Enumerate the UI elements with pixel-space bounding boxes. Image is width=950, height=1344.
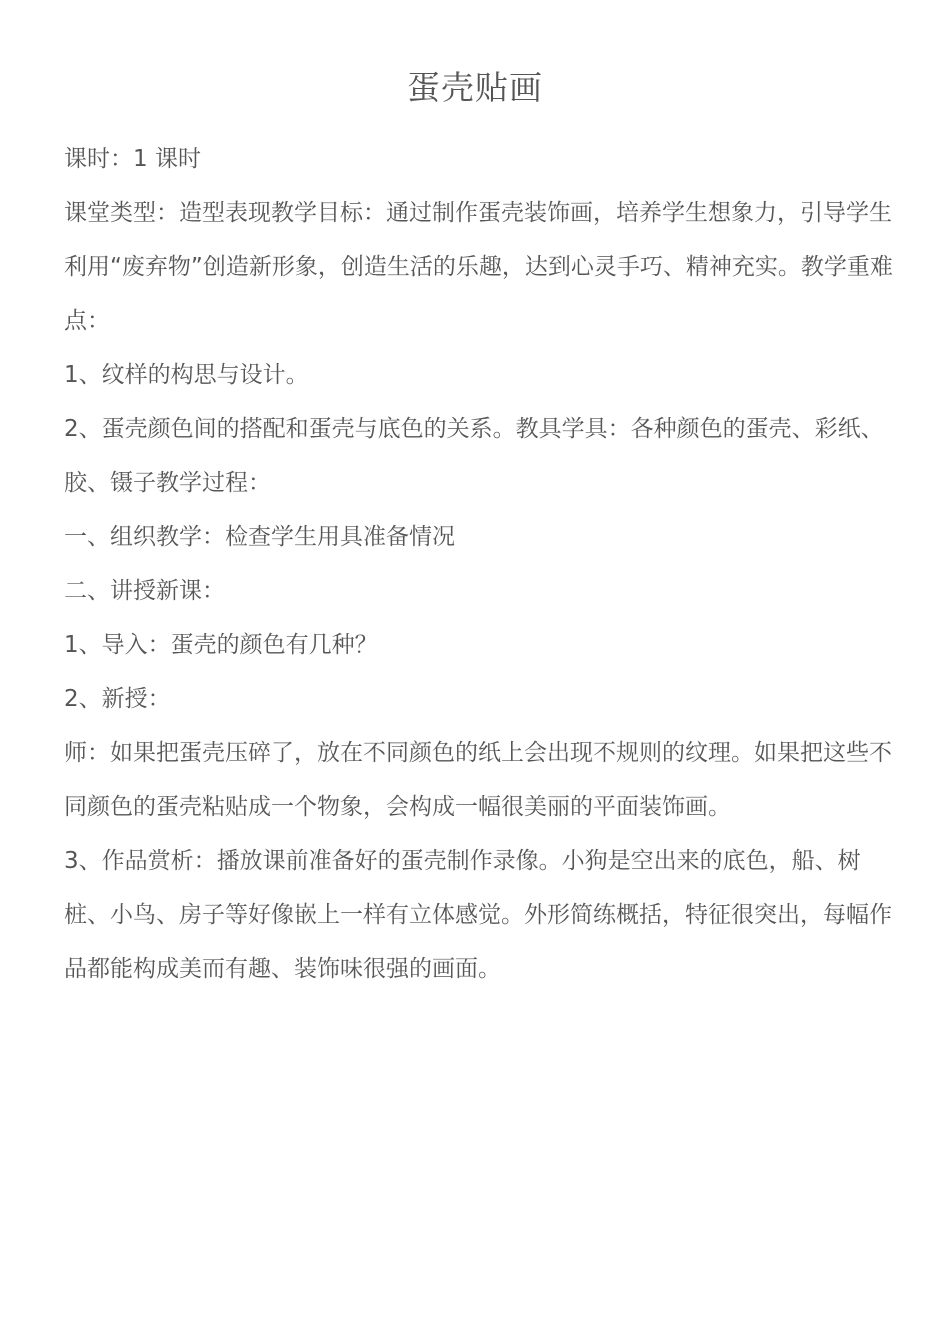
paragraph-teacher-remarks: 师：如果把蛋壳压碎了，放在不同颜色的纸上会出现不规则的纹理。如果把这些不同颜色的蛋壳粘贴成一个物象，会构成一幅很美丽的平面装饰画。 (64, 740, 892, 820)
document-body (64, 132, 894, 996)
paragraph-class-type-and-goals: 课堂类型：造型表现教学目标：通过制作蛋壳装饰画，培养学生想象力，引导学生利用“废弃物”创造新形象，创造生活的乐趣，达到心灵手巧、精神充实。教学重难点： (64, 200, 893, 334)
document-title: 蛋壳贴画 (407, 68, 543, 107)
paragraph-class-hours: 课时：1 课时 (64, 146, 201, 172)
paragraph-key-point-2: 2、蛋壳颜色间的搭配和蛋壳与底色的关系。教具学具：各种颜色的蛋壳、彩纸、胶、镊子教学过程： (64, 416, 884, 496)
paragraph-work-appreciation: 3、作品赏析：播放课前准备好的蛋壳制作录像。小狗是空出来的底色，船、树桩、小鸟、房子等好像嵌上一样有立体感觉。外形简练概括，特征很突出，每幅作品都能构成美而有趣、装饰味很强的画面。 (64, 848, 892, 982)
paragraph-step-new-lesson: 二、讲授新课： (64, 578, 225, 604)
paragraph-intro: 1、导入：蛋壳的颜色有几种？ (64, 632, 378, 658)
paragraph-step-organize: 一、组织教学：检查学生用具准备情况 (64, 524, 455, 550)
paragraph-key-point-1: 1、纹样的构思与设计。 (64, 362, 309, 388)
paragraph-new-teaching: 2、新授： (64, 686, 171, 712)
